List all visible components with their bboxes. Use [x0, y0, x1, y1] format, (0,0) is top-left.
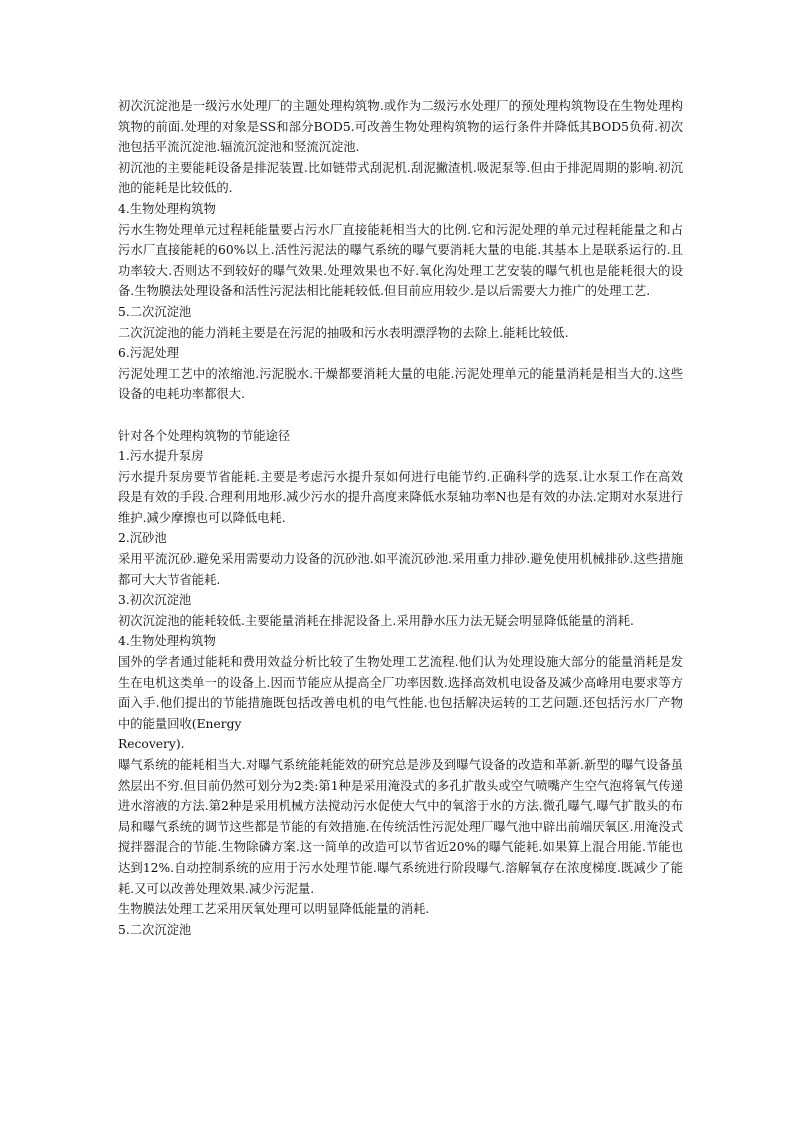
paragraph-secondary-clarifier-energy: 二次沉淀池的能力消耗主要是在污泥的抽吸和污水表明漂浮物的去除上.能耗比较低.: [118, 325, 569, 340]
heading-sludge-treatment: 6.污泥处理: [118, 346, 179, 361]
paragraph-primary-clarifier-saving: 初次沉淀池的能耗较低.主要能量消耗在排泥设备上.采用静水压力法无疑会明显降低能量的消耗.: [118, 613, 634, 628]
paragraph-aeration-system: 曝气系统的能耗相当大.对曝气系统能耗能效的研究总是涉及到曝气设备的改造和革新.新型的曝气设备虽然层出不穷.但目前仍然可划分为2类:第1种是采用淹没式的多孔扩散头或空气喷嘴产生空气泡将氧气传递进水溶液的方法.第2种是采用机械方法搅动污水促使大气中的氧溶于水的方法.微孔曝气.曝气扩散头的布局和曝气系统的调节这些都是节能的有效措施.在传统活性污泥处理厂曝气池中辟出前端厌氧区.用淹没式搅拌器混合的节能.生物除磷方案.这一简单的改造可以节省近20%的曝气能耗.如果算上混合用能.节能也达到12%.自动控制系统的应用于污水处理节能.曝气系统进行阶段曝气.溶解氧存在浓度梯度.既减少了能耗.又可以改善处理效果.减少污泥量.: [118, 758, 683, 896]
paragraph-energy-recovery: Recovery).: [118, 737, 185, 752]
heading-secondary-clarifier-2: 5.二次沉淀池: [118, 922, 192, 937]
paragraph-biological-treatment-energy: 污水生物处理单元过程耗能量要占污水厂直接能耗相当大的比例.它和污泥处理的单元过程耗能量之和占污水厂直接能耗的60%以上.活性污泥法的曝气系统的曝气要消耗大量的电能.其基本上是联系运行的.且功率较大.否则达不到较好的曝气效果.处理效果也不好.氧化沟处理工艺安装的曝气机也是能耗很大的设备.生物膜法处理设备和活性污泥法相比能耗较低.但目前应用较少.是以后需要大力推广的处理工艺.: [118, 222, 683, 299]
paragraph-pump-station-saving: 污水提升泵房要节省能耗.主要是考虑污水提升泵如何进行电能节约.正确科学的选泵.让水泵工作在高效段是有效的手段.合理利用地形.减少污水的提升高度来降低水泵轴功率N也是有效的办法.定期对水泵进行维护.减少摩擦也可以降低电耗.: [118, 469, 683, 525]
heading-grit-chamber: 2.沉砂池: [118, 531, 167, 546]
section-title-energy-saving: 针对各个处理构筑物的节能途径: [118, 428, 291, 443]
paragraph-grit-chamber-saving: 采用平流沉砂.避免采用需要动力设备的沉砂池.如平流沉砂池.采用重力排砂.避免使用机械排砂.这些措施都可大大节省能耗.: [118, 552, 683, 587]
paragraph-primary-clarifier-intro: 初次沉淀池是一级污水处理厂的主题处理构筑物.或作为二级污水处理厂的预处理构筑物设在生物处理构筑物的前面.处理的对象是SS和部分BOD5.可改善生物处理构筑物的运行条件并降低其BOD5负荷.初次池包括平流沉淀池.辐流沉淀池和竖流沉淀池.: [118, 99, 683, 155]
paragraph-foreign-research: 国外的学者通过能耗和费用效益分析比较了生物处理工艺流程.他们认为处理设施大部分的能量消耗是发生在电机这类单一的设备上.因而节能应从提高全厂功率因数.选择高效机电设备及减少高峰用电要求等方面入手.他们提出的节能措施既包括改善电机的电气性能.也包括解决运转的工艺问题.还包括污水厂产物中的能量回收(Energy: [118, 655, 683, 731]
heading-primary-clarifier: 3.初次沉淀池: [118, 593, 192, 608]
blank-line: [118, 405, 683, 426]
heading-secondary-clarifier: 5.二次沉淀池: [118, 304, 192, 319]
paragraph-sludge-treatment-energy: 污泥处理工艺中的浓缩池.污泥脱水.干燥都要消耗大量的电能.污泥处理单元的能量消耗是相当大的.这些设备的电耗功率都很大.: [118, 366, 683, 402]
heading-biological-treatment-2: 4.生物处理构筑物: [118, 634, 216, 649]
document-page: [118, 96, 683, 940]
heading-pump-station: 1.污水提升泵房: [118, 449, 204, 464]
paragraph-biofilm-anaerobic: 生物膜法处理工艺采用厌氧处理可以明显降低能量的消耗.: [118, 902, 430, 917]
heading-biological-treatment: 4.生物处理构筑物: [118, 201, 216, 216]
paragraph-primary-clarifier-energy: 初沉池的主要能耗设备是排泥装置.比如链带式刮泥机.刮泥撇渣机.吸泥泵等.但由于排泥周期的影响.初沉池的能耗是比较低的.: [118, 160, 683, 196]
